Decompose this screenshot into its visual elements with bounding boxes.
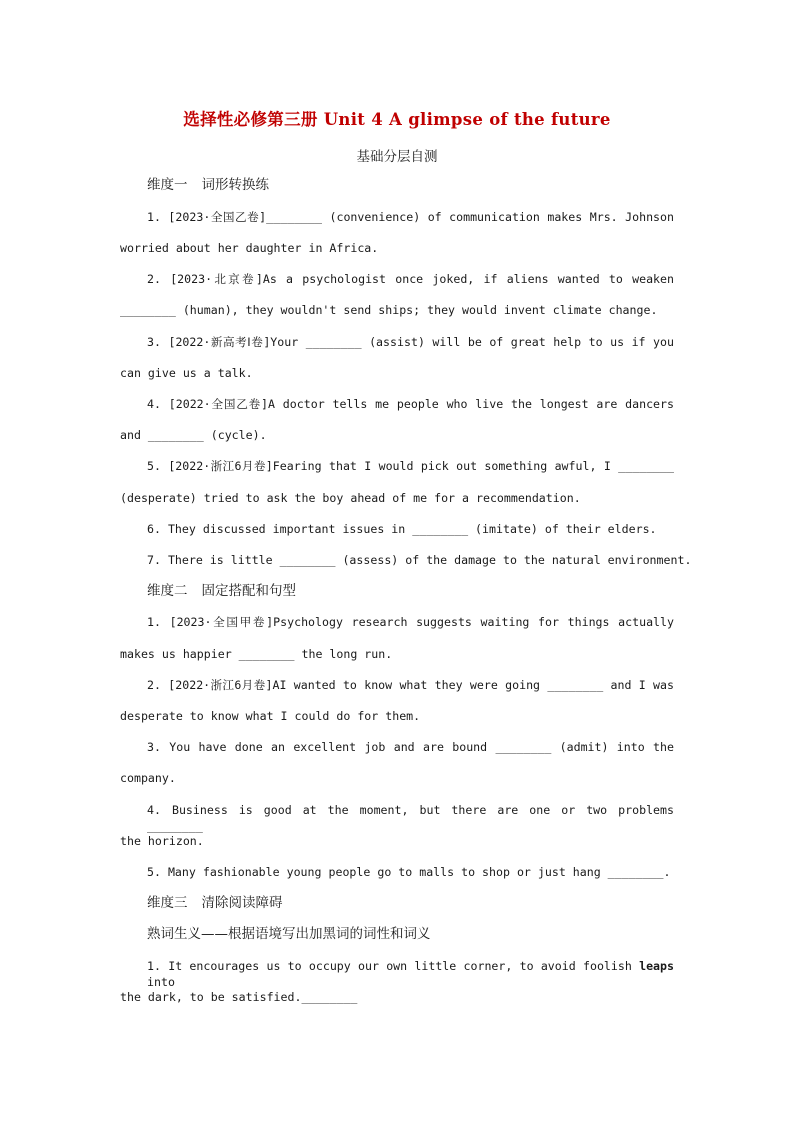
question-1-7: 7. There is little ________ (assess) of the damage to the natural environment. <box>147 553 692 567</box>
question-1-5-line2: (desperate) tried to ask the boy ahead of me for a recommendation. <box>120 491 581 505</box>
question-1-2-line2: ________ (human), they wouldn't send ships; they would invent climate change. <box>120 303 658 317</box>
question-1-3-line1: 3. [2022·新高考Ⅰ卷]Your ________ (assist) will be of great help to us if you <box>147 335 674 349</box>
question-1-2-line1: 2. [2023·北京卷]As a psychologist once joked, if aliens wanted to weaken <box>147 272 674 286</box>
section-label: 维度一 <box>147 177 188 193</box>
question-2-4-line1: 4. Business is good at the moment, but there are one or two problems ________ <box>147 803 674 833</box>
question-1-6: 6. They discussed important issues in ________ (imitate) of their elders. <box>147 522 657 536</box>
question-1-1-line1: 1. [2023·全国乙卷]________ (convenience) of communication makes Mrs. Johnson <box>147 210 674 224</box>
question-2-3-line1: 3. You have done an excellent job and are bound ________ (admit) into the <box>147 740 674 754</box>
section-name: 词形转换练 <box>201 177 269 193</box>
question-1-4-line1: 4. [2022·全国乙卷]A doctor tells me people who live the longest are dancers <box>147 397 674 411</box>
question-3-1-line2: the dark, to be satisfied.________ <box>120 990 358 1004</box>
page-subtitle: 基础分层自测 <box>356 149 438 165</box>
question-2-2-line1: 2. [2022·浙江6月卷]AI wanted to know what they were going ________ and I was <box>147 678 674 692</box>
section-3-subheading: 熟词生义——根据语境写出加黑词的词性和词义 <box>147 926 431 942</box>
question-3-1-line1 <box>147 958 674 990</box>
page-title: 选择性必修第三册 Unit 4 A glimpse of the future <box>183 110 611 129</box>
section-name: 固定搭配和句型 <box>201 583 296 599</box>
section-label: 维度三 <box>147 895 188 911</box>
section-heading-3 <box>147 894 283 912</box>
question-2-1-line2: makes us happier ________ the long run. <box>120 647 393 661</box>
question-text: into <box>147 975 175 989</box>
question-2-4-line2: the horizon. <box>120 834 204 848</box>
section-label: 维度二 <box>147 583 188 599</box>
question-1-1-line2: worried about her daughter in Africa. <box>120 241 379 255</box>
section-heading-1 <box>147 176 269 194</box>
question-2-1-line1: 1. [2023·全国甲卷]Psychology research suggests waiting for things actually <box>147 615 674 629</box>
question-1-3-line2: can give us a talk. <box>120 366 253 380</box>
question-2-2-line2: desperate to know what I could do for them. <box>120 709 421 723</box>
question-text: 1. It encourages us to occupy our own little corner, to avoid foolish <box>147 959 640 973</box>
question-2-3-line2: company. <box>120 771 176 785</box>
question-1-4-line2: and ________ (cycle). <box>120 428 267 442</box>
question-1-5-line1: 5. [2022·浙江6月卷]Fearing that I would pick out something awful, I ________ <box>147 459 674 473</box>
section-heading-2 <box>147 582 296 600</box>
question-2-5: 5. Many fashionable young people go to malls to shop or just hang ________. <box>147 865 671 879</box>
bold-word: leaps <box>639 959 674 973</box>
section-name: 清除阅读障碍 <box>201 895 283 911</box>
